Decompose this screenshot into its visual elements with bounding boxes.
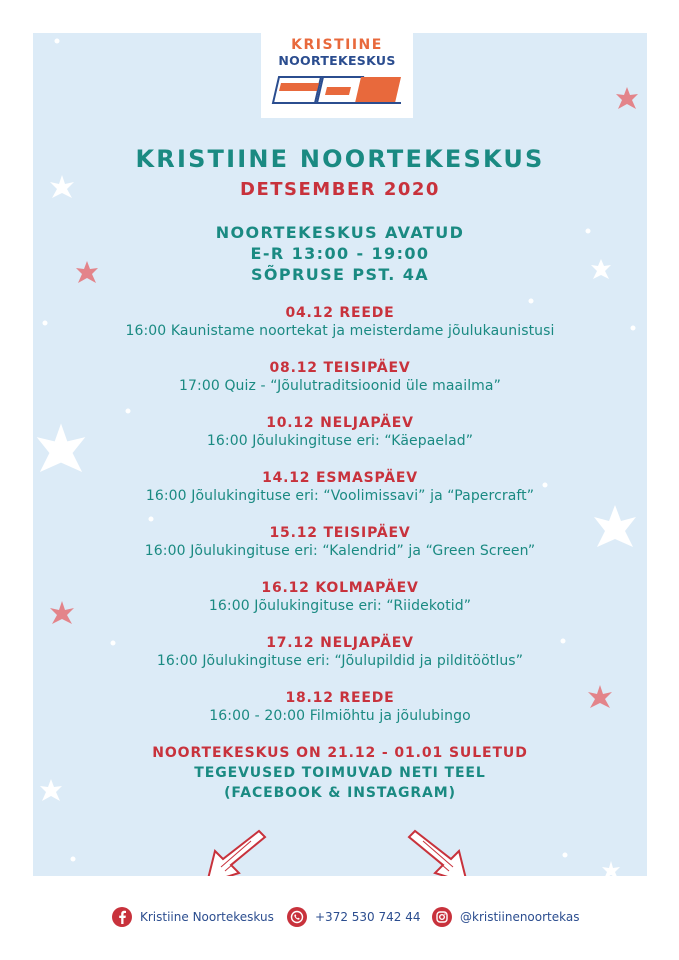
whatsapp-icon bbox=[287, 907, 307, 927]
event-desc: 16:00 - 20:00 Filmiõhtu ja jõulubingo bbox=[209, 708, 471, 724]
instagram-icon bbox=[432, 907, 452, 927]
instagram-link[interactable] bbox=[432, 905, 579, 929]
poster bbox=[33, 33, 647, 876]
event-date: 17.12 NELJAPÄEV bbox=[266, 635, 414, 651]
event-desc: 16:00 Jõulukingituse eri: “Voolimissavi” ja “Papercraft” bbox=[145, 488, 535, 504]
opening-hours: E-R 13:00 - 19:00 bbox=[250, 244, 430, 263]
opening-address: SÕPRUSE PST. 4A bbox=[250, 265, 430, 284]
event-date: 10.12 NELJAPÄEV bbox=[266, 415, 414, 431]
logo bbox=[261, 33, 413, 118]
event-desc: 16:00 Kaunistame noortekat ja meisterdame jõulukaunistusi bbox=[125, 323, 555, 339]
page-title: KRISTIINE NOORTEKESKUS bbox=[135, 145, 545, 173]
facebook-icon bbox=[112, 907, 132, 927]
instagram-label: @kristiinenoortekas bbox=[460, 910, 580, 924]
event-date: 16.12 KOLMAPÄEV bbox=[261, 580, 419, 596]
event-date: 08.12 TEISIPÄEV bbox=[269, 360, 411, 376]
logo-line2: NOORTEKESKUS bbox=[278, 53, 396, 68]
event-desc: 16:00 Jõulukingituse eri: “Kalendrid” ja “Green Screen” bbox=[144, 543, 536, 559]
event-date: 14.12 ESMASPÄEV bbox=[262, 470, 418, 486]
event-date: 15.12 TEISIPÄEV bbox=[269, 525, 411, 541]
opening-line-1: NOORTEKESKUS AVATUD bbox=[215, 223, 465, 242]
facebook-link[interactable] bbox=[112, 905, 274, 929]
event-desc: 16:00 Jõulukingituse eri: “Jõulupildid ja pilditöötlus” bbox=[156, 653, 524, 669]
facebook-label: Kristiine Noortekeskus bbox=[140, 910, 274, 924]
logo-line1: KRISTIINE bbox=[291, 37, 383, 53]
phone-label: +372 530 742 44 bbox=[315, 910, 421, 924]
month-title: DETSEMBER 2020 bbox=[240, 179, 440, 200]
closed-notice: NOORTEKESKUS ON 21.12 - 01.01 SULETUD bbox=[152, 745, 528, 761]
online-notice: TEGEVUSED TOIMUVAD NETI TEEL bbox=[194, 765, 486, 781]
event-desc: 16:00 Jõulukingituse eri: “Käepaelad” bbox=[206, 433, 474, 449]
arrow-down-right-icon bbox=[407, 823, 473, 876]
logo-shapes-icon bbox=[271, 73, 403, 107]
online-platforms: (FACEBOOK & INSTAGRAM) bbox=[224, 785, 456, 801]
phone-link[interactable] bbox=[287, 905, 420, 929]
event-desc: 16:00 Jõulukingituse eri: “Riidekotid” bbox=[208, 598, 472, 614]
event-date: 18.12 REEDE bbox=[285, 690, 395, 706]
event-desc: 17:00 Quiz - “Jõulutraditsioonid üle maailma” bbox=[179, 378, 501, 394]
event-date: 04.12 REEDE bbox=[285, 305, 395, 321]
arrow-down-left-icon bbox=[201, 823, 267, 876]
